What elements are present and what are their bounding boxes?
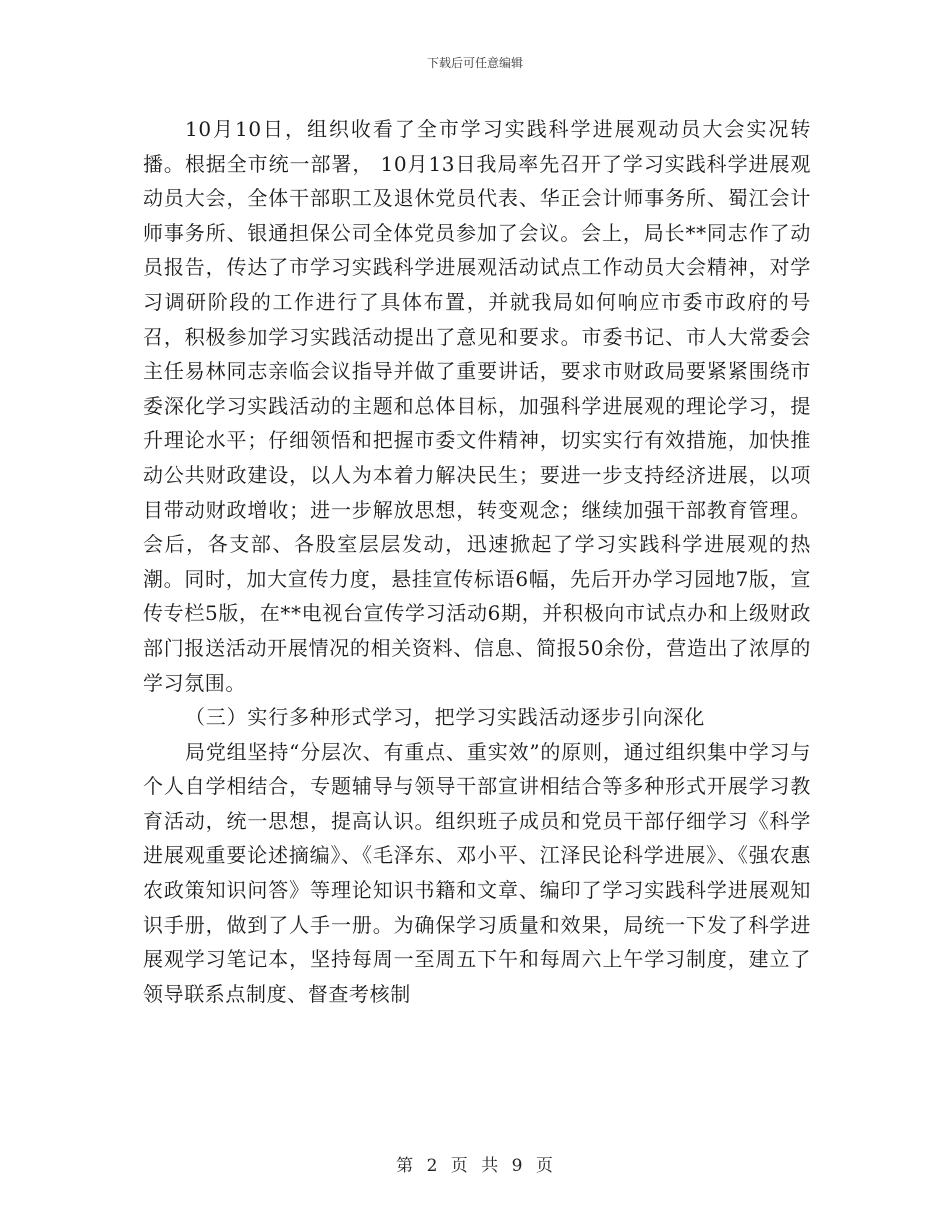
page-header-note: 下载后可任意编辑 — [426, 56, 523, 70]
body-paragraph-2: 局党组坚持“分层次、有重点、重实效”的原则，通过组织集中学习与个人自学相结合，专题辅导与领导干部宣讲相结合等多种形式开展学习教育活动，统一思想，提高认识。组织班子成员和党员干部仔细学习《科学进展观重要论述摘编》、《毛泽东、邓小平、江泽民论科学进展》、《强农惠农政策知识问答》等理论知识书籍和文章、编印了学习实践科学进展观知识手册，做到了人手一册。为确保学习质量和效果，局统一下发了科学进展观学习笔记本，坚持每周一至周五下午和每周六上午学习制度，建立了领导联系点制度、督查考核制 — [143, 739, 811, 1006]
page-footer — [0, 1151, 950, 1176]
page-label-mid-1: 页 — [450, 1156, 469, 1176]
page-label-suffix: 页 — [535, 1156, 554, 1176]
document-body — [143, 112, 811, 1011]
page-total-number: 9 — [511, 1156, 524, 1176]
section-heading: （三）实行多种形式学习，把学习实践活动逐步引向深化 — [185, 705, 705, 730]
page-label-mid-2: 共 — [481, 1156, 500, 1176]
page-label-prefix: 第 — [396, 1156, 415, 1176]
body-paragraph-1: 10月10日，组织收看了全市学习实践科学进展观动员大会实况转播。根据全市统一部署， 10月13日我局率先召开了学习实践科学进展观动员大会，全体干部职工及退休党员代表、华正会计师事务所、蜀江会计师事务所、银通担保公司全体党员参加了会议。会上，局长**同志作了动员报告，传达了市学习实践科学进展观活动试点工作动员大会精神，对学习调研阶段的工作进行了具体布置，并就我局如何响应市委市政府的号召，积极参加学习实践活动提出了意见和要求。市委书记、市人大常委会主任易林同志亲临会议指导并做了重要讲话，要求市财政局要紧紧围绕市委深化学习实践活动的主题和总体目标，加强科学进展观的理论学习，提升理论水平；仔细领悟和把握市委文件精神，切实实行有效措施，加快推动公共财政建设，以人为本着力解决民生；要进一步支持经济进展，以项目带动财政增收；进一步解放思想，转变观念；继续加强干部教育管理。会后，各支部、各股室层层发动，迅速掀起了学习实践科学进展观的热潮。同时，加大宣传力度，悬挂宣传标语6幅，先后开办学习园地7版，宣传专栏5版，在**电视台宣传学习活动6期，并积极向市试点办和上级财政部门报送活动开展情况的相关资料、信息、简报50余份，营造出了浓厚的学习氛围。 — [143, 117, 811, 695]
page-current-number: 2 — [426, 1156, 439, 1176]
